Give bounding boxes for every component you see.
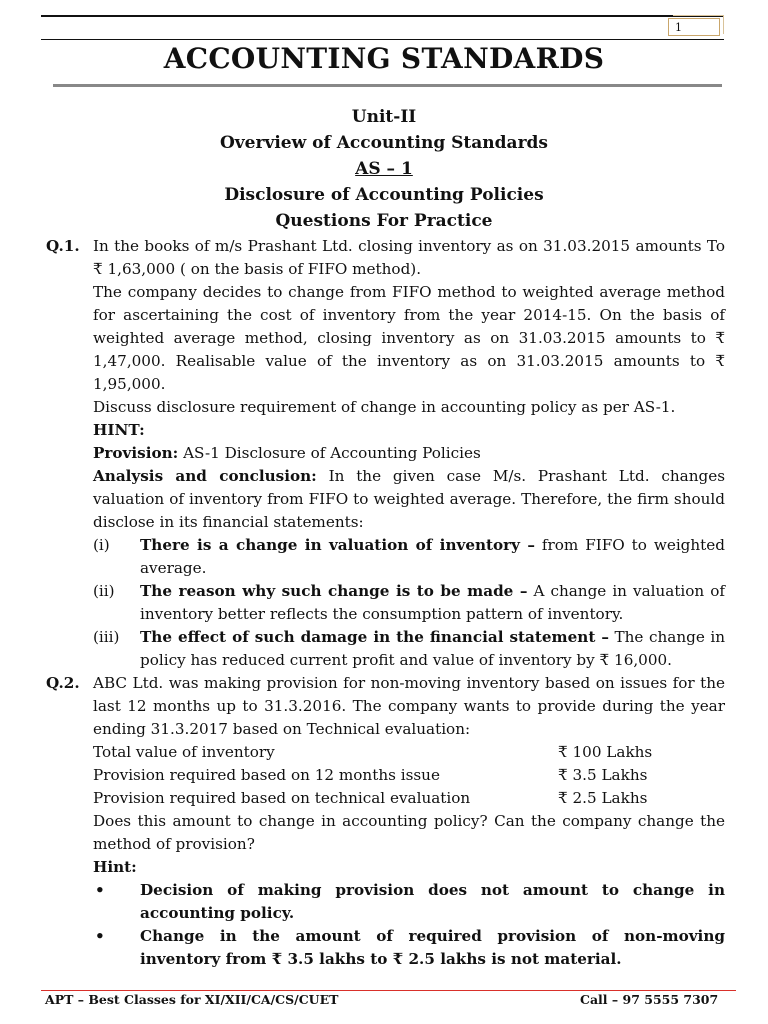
question-text: ABC Ltd. was making provision for non-moving inventory based on issues for the last 12 months up to 31.3.2016. The company wants to provide during the year ending 31.3.2017 based on Technical evaluation:: [93, 674, 725, 738]
header-top-rule: [41, 15, 724, 17]
standard-heading: AS – 1: [355, 159, 413, 179]
footer-rule: [41, 990, 736, 991]
hint-bullet: [93, 925, 725, 971]
disclosure-list: [93, 534, 725, 672]
row-value: ₹ 2.5 Lakhs: [558, 789, 648, 807]
item-heading: There is a change in valuation of inventory –: [140, 536, 535, 554]
footer-contact: Call – 97 5555 7307: [580, 992, 719, 1007]
question-text: Does this amount to change in accounting policy? Can the company change the method of provision?: [93, 812, 725, 853]
analysis-text: In the given case M/s. Prashant Ltd. changes valuation of inventory from FIFO to weighted average. Therefore, the firm should disclose in its financial statements:: [93, 467, 725, 531]
table-row: [93, 787, 725, 810]
row-value: ₹ 3.5 Lakhs: [558, 766, 648, 784]
row-label: Total value of inventory: [93, 743, 275, 761]
provision-line: [93, 442, 725, 465]
section-headings: [0, 104, 768, 234]
header-bottom-rule: [41, 39, 724, 40]
bullet-text: Decision of making provision does not amount to change in accounting policy.: [140, 881, 725, 922]
footer-institute: APT – Best Classes for XI/XII/CA/CS/CUET: [45, 992, 339, 1007]
bullet-icon: •: [95, 927, 105, 945]
question-number: Q.2.: [46, 674, 80, 692]
item-text: The change in policy has reduced current profit and value of inventory by ₹ 16,000.: [140, 628, 725, 669]
item-heading: The effect of such damage in the financial statement –: [140, 628, 609, 646]
analysis-paragraph: [93, 465, 725, 534]
item-heading: The reason why such change is to be made –: [140, 582, 528, 600]
page-number: 1: [675, 21, 682, 34]
list-item: [93, 626, 725, 672]
topic-heading: Disclosure of Accounting Policies: [224, 185, 544, 205]
question-text: The company decides to change from FIFO method to weighted average method for ascertaining the cost of inventory from the year 2014-15. On the basis of weighted average method, closing inventory as on 31.03.2015 amounts to ₹ 1,47,000. Realisable value of the inventory as on 31.03.2015 amounts to ₹ 1,95,000.: [93, 283, 725, 393]
item-number: (iii): [93, 628, 120, 646]
item-text: A change in valuation of inventory better reflects the consumption pattern of inventory.: [140, 582, 725, 623]
table-row: [93, 741, 725, 764]
provision-text: AS-1 Disclosure of Accounting Policies: [178, 444, 481, 462]
row-label: Provision required based on 12 months issue: [93, 766, 440, 784]
table-row: [93, 764, 725, 787]
list-item: [93, 580, 725, 626]
document-title: ACCOUNTING STANDARDS: [163, 42, 605, 75]
bullet-icon: •: [95, 881, 105, 899]
hint-bullet: [93, 879, 725, 925]
unit-heading: Unit-II: [351, 107, 417, 127]
provision-label: Provision:: [93, 444, 179, 462]
question-text: In the books of m/s Prashant Ltd. closing inventory as on 31.03.2015 amounts To ₹ 1,63,000 ( on the basis of FIFO method).: [93, 237, 725, 278]
question-2: [41, 672, 725, 971]
question-text: Discuss disclosure requirement of change in accounting policy as per AS-1.: [93, 398, 676, 416]
hint-label: Hint:: [93, 858, 137, 876]
overview-heading: Overview of Accounting Standards: [220, 133, 548, 153]
questions-content: [41, 235, 725, 971]
title-underline: [53, 84, 722, 87]
hint-label: HINT:: [93, 421, 145, 439]
bullet-text: Change in the amount of required provision of non-moving inventory from ₹ 3.5 lakhs to ₹ 2.5 lakhs is not material.: [140, 927, 725, 968]
row-value: ₹ 100 Lakhs: [558, 743, 653, 761]
item-number: (ii): [93, 582, 115, 600]
analysis-label: Analysis and conclusion:: [93, 467, 317, 485]
page-number-box: [668, 18, 720, 36]
list-item: [93, 534, 725, 580]
row-label: Provision required based on technical evaluation: [93, 789, 471, 807]
item-text: from FIFO to weighted average.: [140, 536, 725, 577]
item-number: (i): [93, 536, 110, 554]
practice-heading: Questions For Practice: [275, 211, 493, 231]
question-number: Q.1.: [46, 237, 80, 255]
question-1: [41, 235, 725, 672]
